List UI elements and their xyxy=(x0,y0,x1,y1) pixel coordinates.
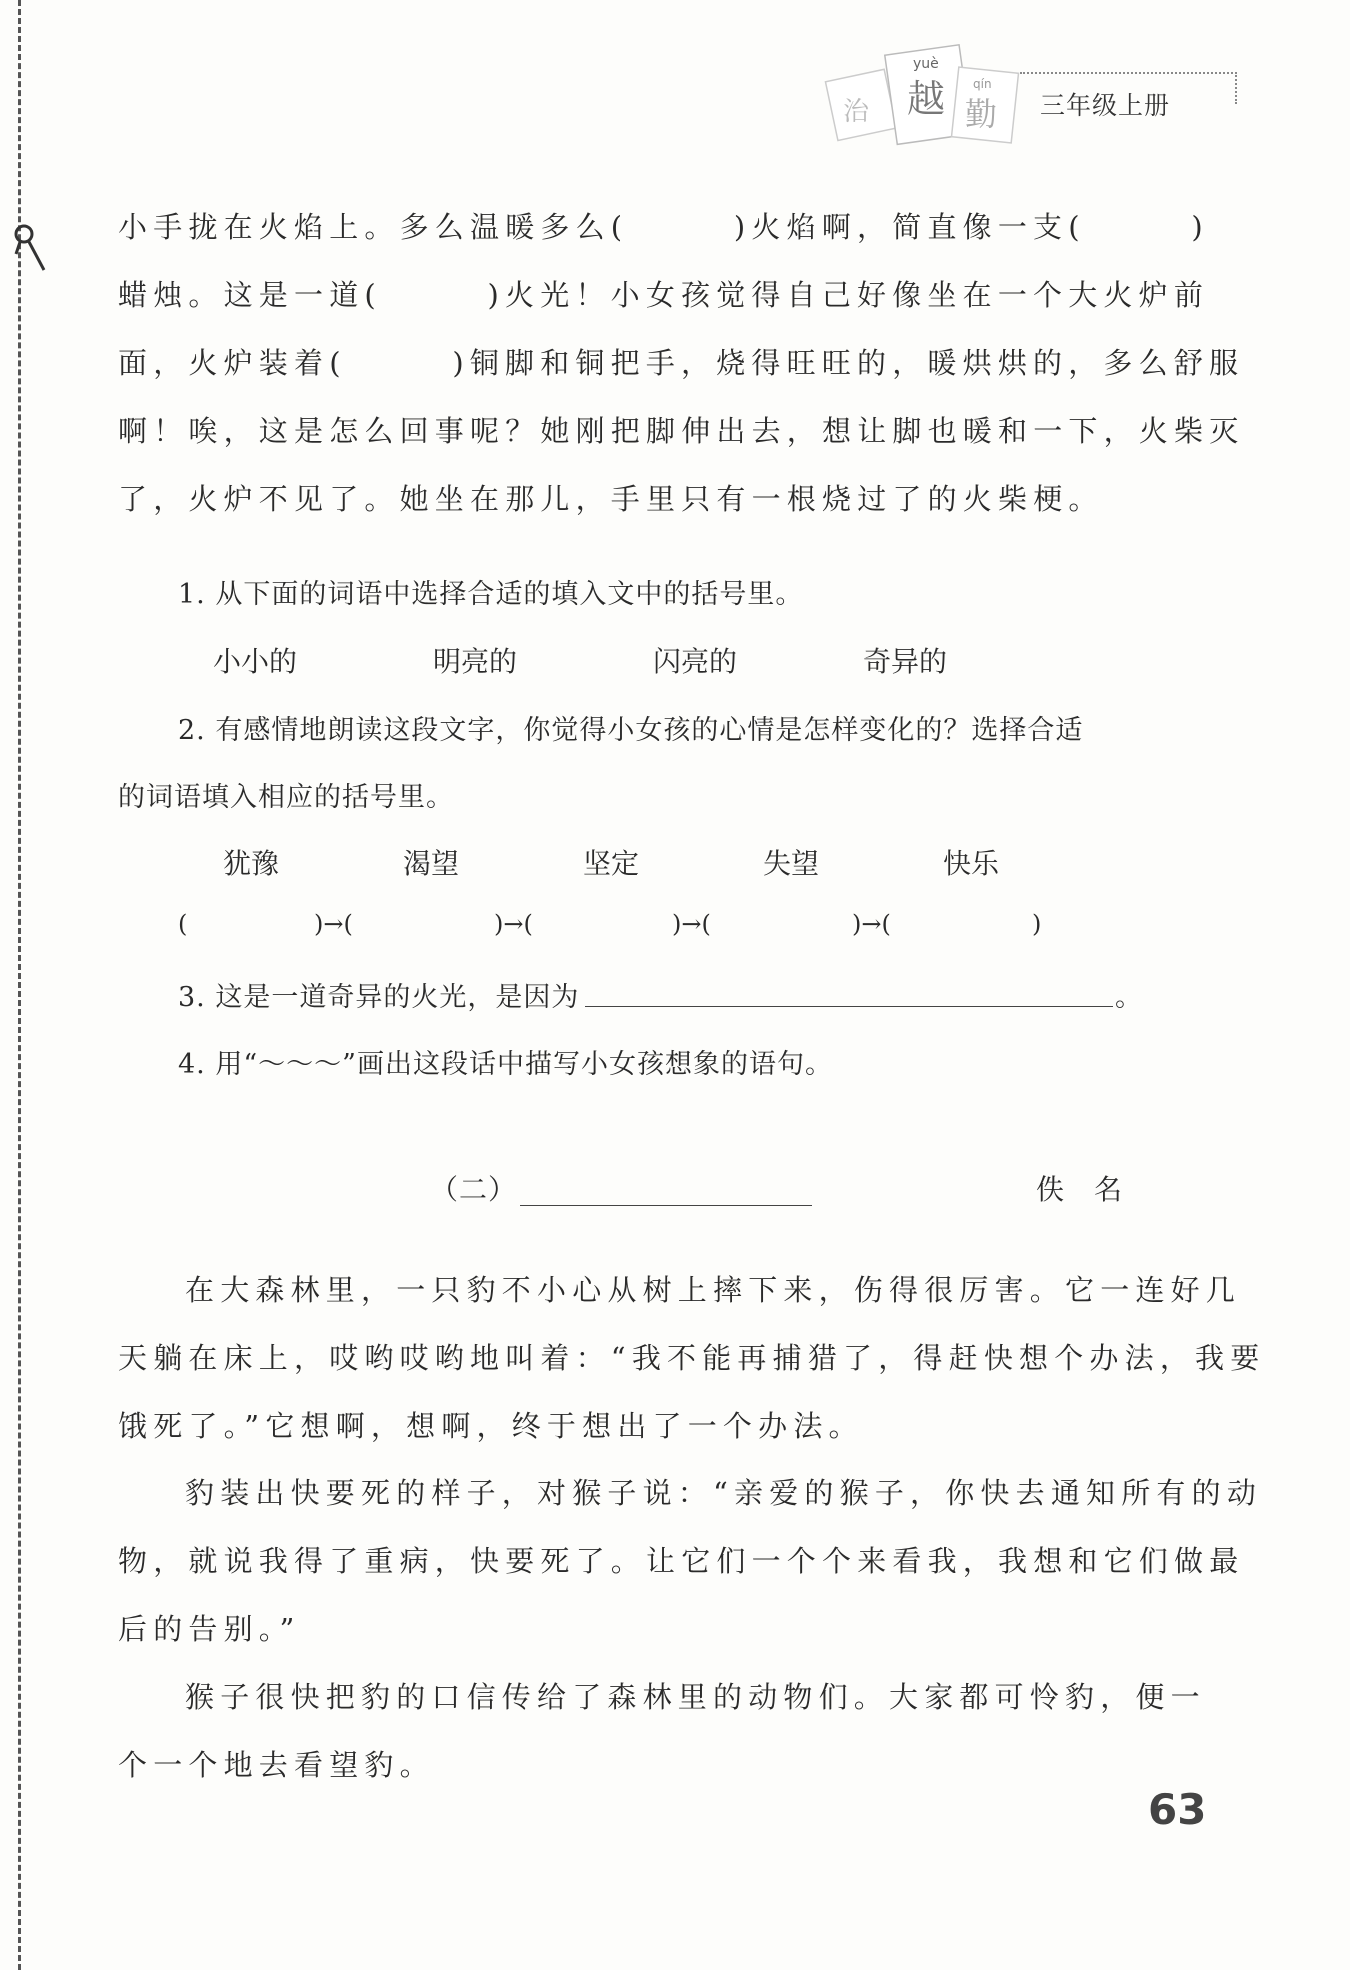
q2-blank-arrow-2: )→( xyxy=(494,910,533,938)
passage2-line-1: 在大森林里，一只豹不小心从树上摔下来，伤得很厉害。它一连好几 xyxy=(185,1273,1242,1307)
passage2-line-3: 饿死了。”它想啊，想啊，终于想出了一个办法。 xyxy=(118,1409,864,1443)
q2-word-3: 坚定 xyxy=(583,847,640,880)
passage1-line-5: 了，火炉不见了。她坐在那儿，手里只有一根烧过了的火柴梗。 xyxy=(118,482,1104,516)
grade-label: 三年级上册 xyxy=(1040,91,1171,120)
question-3-end: 。 xyxy=(1115,982,1143,1013)
logo-pinyin-2: qín xyxy=(973,77,992,91)
q2-blank-arrow-3: )→( xyxy=(672,910,711,938)
q2-word-1: 犹豫 xyxy=(223,847,280,880)
q1-word-2: 明亮的 xyxy=(433,645,518,678)
question-2-line-2: 的词语填入相应的括号里。 xyxy=(118,782,454,813)
passage1-line-1: 小手拢在火焰上。多么温暖多么( )火焰啊，简直像一支( ) xyxy=(118,210,1209,244)
question-4: 4. 用“～～～”画出这段话中描写小女孩想象的语句。 xyxy=(178,1049,833,1080)
q2-word-5: 快乐 xyxy=(943,847,1000,880)
passage2-line-2: 天躺在床上，哎哟哎哟地叫着：“我不能再捕猎了，得赶快想个办法，我要 xyxy=(118,1341,1266,1375)
q2-blank-close: ) xyxy=(1032,910,1042,938)
scissors-icon xyxy=(8,220,48,280)
q2-blank-arrow-1: )→( xyxy=(314,910,353,938)
q2-word-4: 失望 xyxy=(763,847,820,880)
question-3: 3. 这是一道奇异的火光，是因为 xyxy=(178,982,580,1013)
question-2-line-1: 2. 有感情地朗读这段文字，你觉得小女孩的心情是怎样变化的？选择合适 xyxy=(178,715,1084,746)
passage1-line-2: 蜡烛。这是一道( )火光！小女孩觉得自己好像坐在一个大火炉前 xyxy=(118,278,1210,312)
q1-word-3: 闪亮的 xyxy=(653,645,738,678)
q1-word-1: 小小的 xyxy=(213,645,298,678)
section-2-title-line[interactable] xyxy=(520,1205,812,1206)
logo xyxy=(815,30,1025,160)
section-2-author: 佚 名 xyxy=(1036,1173,1124,1206)
q2-blank-open: ( xyxy=(178,910,188,938)
q2-blank-arrow-4: )→( xyxy=(852,910,891,938)
passage1-line-4: 啊！唉，这是怎么回事呢？她刚把脚伸出去，想让脚也暖和一下，火柴灭 xyxy=(118,414,1245,448)
section-2-label: （二） xyxy=(430,1173,518,1206)
passage2-line-6: 后的告别。” xyxy=(118,1612,301,1646)
logo-char-3: 勤 xyxy=(965,95,998,133)
q2-word-2: 渴望 xyxy=(403,847,460,880)
passage2-line-4: 豹装出快要死的样子，对猴子说：“亲爱的猴子，你快去通知所有的动 xyxy=(185,1476,1263,1510)
passage1-line-3: 面，火炉装着( )铜脚和铜把手，烧得旺旺的，暖烘烘的，多么舒服 xyxy=(118,346,1245,380)
passage2-line-7: 猴子很快把豹的口信传给了森林里的动物们。大家都可怜豹，便一 xyxy=(185,1680,1206,1714)
cut-line xyxy=(18,0,21,1970)
logo-pinyin-1: yuè xyxy=(913,56,939,72)
q1-word-4: 奇异的 xyxy=(863,645,948,678)
logo-char-2: 越 xyxy=(907,77,946,121)
page-number: 63 xyxy=(1148,1785,1207,1834)
q3-answer-line[interactable] xyxy=(585,1006,1113,1007)
question-1: 1. 从下面的词语中选择合适的填入文中的括号里。 xyxy=(178,579,804,610)
passage2-line-8: 个一个地去看望豹。 xyxy=(118,1748,435,1782)
logo-char-1: 治 xyxy=(843,97,870,127)
passage2-line-5: 物，就说我得了重病，快要死了。让它们一个个来看我，我想和它们做最 xyxy=(118,1544,1245,1578)
